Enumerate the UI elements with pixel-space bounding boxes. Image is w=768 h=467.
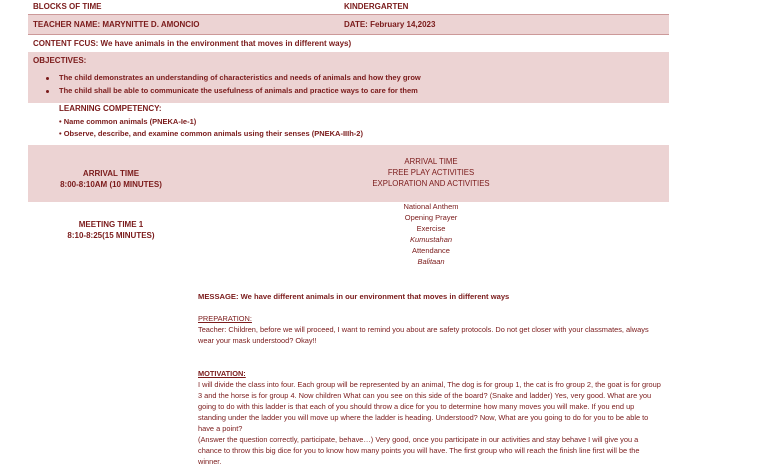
date-label: DATE: February 14,2023: [344, 20, 436, 29]
meeting-activity: Exercise: [416, 224, 446, 233]
arrival-activity: ARRIVAL TIME: [404, 157, 458, 166]
meeting-activity: Kumustahan: [409, 235, 453, 244]
content-focus: CONTENT FCUS: We have animals in the environment that moves in different ways): [33, 39, 352, 48]
objectives-label: OBJECTIVES:: [33, 56, 87, 65]
arrival-title: ARRIVAL TIME: [82, 169, 140, 178]
objective-item: The child shall be able to communicate the usefulness of animals and practice ways to care for them: [46, 86, 418, 95]
arrival-activity: EXPLORATION AND ACTIVITIES: [372, 179, 490, 188]
arrival-activity: FREE PLAY ACTIVITIES: [387, 168, 475, 177]
teacher-name: TEACHER NAME: MARYNITTE D. AMONCIO: [33, 20, 200, 29]
meeting-time: 8:10-8:25(15 MINUTES): [67, 231, 155, 240]
preparation-label: PREPARATION:: [198, 314, 252, 323]
meeting-activity: Attendance: [412, 246, 450, 255]
bullet-icon: [46, 77, 49, 80]
preparation-text: Teacher: Children, before we will proceed, I want to remind you about are safety protocols. Do not get closer with your classmates, always wear your mask understood? Okay!!: [198, 325, 649, 345]
objective-item: The child demonstrates an understanding of characteristics and needs of animals and how they grow: [46, 73, 421, 82]
meeting-activity: National Anthem: [403, 202, 459, 211]
motivation-text-2: (Answer the question correctly, participate, behave…) Very good, once you participate in our activities and stay behave I will give you a chance to throw this big dice for you to know how many points you will have. The first group who will reach the finish line first will be the winner.: [198, 435, 640, 466]
message-line: MESSAGE: We have different animals in our environment that moves in different ways: [198, 292, 510, 301]
motivation-label: MOTIVATION:: [198, 369, 246, 378]
arrival-time: 8:00-8:10AM (10 MINUTES): [60, 180, 162, 189]
competency-label: LEARNING COMPETENCY:: [59, 104, 162, 113]
grade-label: KINDERGARTEN: [344, 2, 409, 11]
blocks-label: BLOCKS OF TIME: [33, 2, 102, 11]
meeting-activity: Opening Prayer: [404, 213, 458, 222]
competency-item: • Name common animals (PNEKA-Ie-1): [59, 117, 197, 126]
bullet-icon: [46, 90, 49, 93]
competency-item: • Observe, describe, and examine common animals using their senses (PNEKA-IIIh-2): [59, 129, 363, 138]
meeting-title: MEETING TIME 1: [78, 220, 144, 229]
meeting-activity: Balitaan: [417, 257, 445, 266]
motivation-text: I will divide the class into four. Each group will be represented by an animal, The dog is for group 1, the cat is fro group 2, the goat is for group 3 and the horse is for group 4. Now children What can you see on this side of the board? (Snake and ladder) Yes, very good. What are you going to do with this ladder is that each of you should throw a dice for you to determine how many moves you will make. If you end up standing under the ladder you will move up where the ladder is heading. Understood? Now, What are you going to do for you to be able to have a point?: [198, 380, 661, 433]
